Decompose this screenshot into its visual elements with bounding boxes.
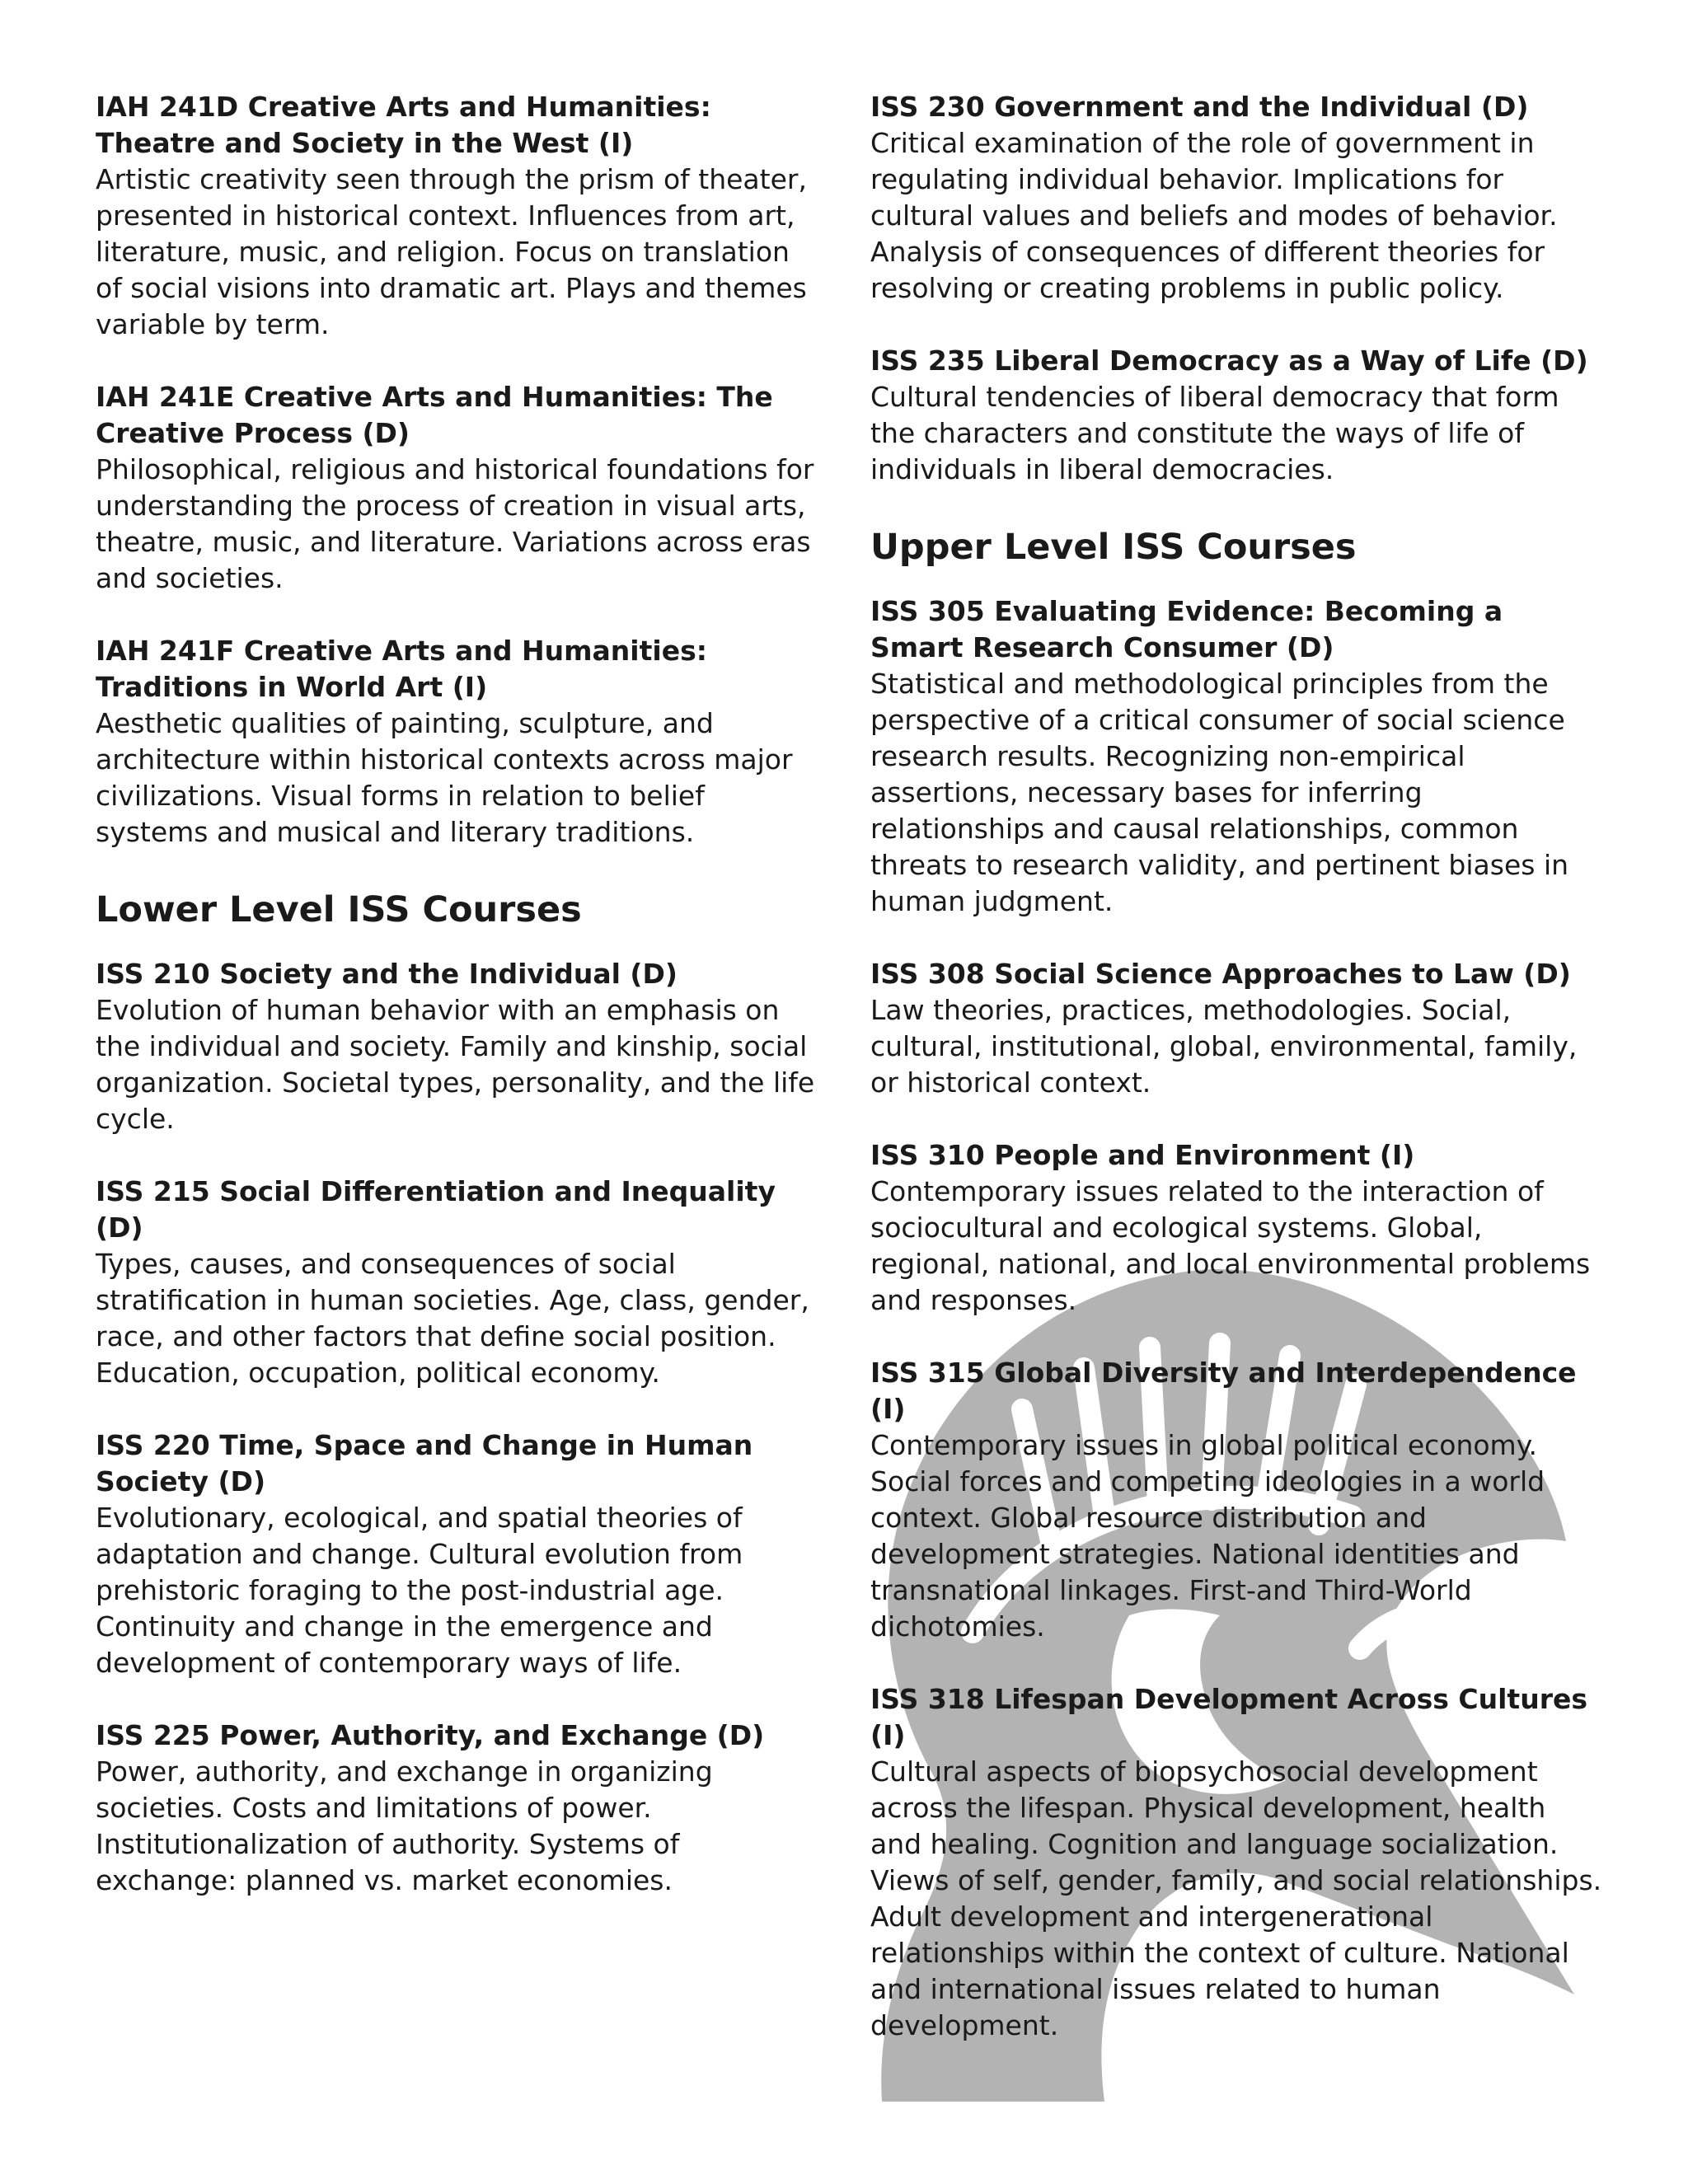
course-description: Artistic creativity seen through the prism of theater, presented in historical context. Influences from art, literature, music, and religion. Focus on translation of social visions into dramatic art. Plays and themes variable by term.: [96, 163, 807, 340]
course-title: IAH 241D Creative Arts and Humanities: Theatre and Society in the West (I): [96, 91, 711, 159]
course-entry: [96, 956, 821, 1137]
right-column: [870, 89, 1604, 2080]
course-entry: [870, 1681, 1604, 2044]
course-title: ISS 235 Liberal Democracy as a Way of Life (D): [870, 344, 1588, 377]
course-description: Aesthetic qualities of painting, sculpture, and architecture within historical contexts across major civilizations. Visual forms in relation to belief systems and musical and literary traditions.: [96, 707, 793, 848]
course-title: ISS 220 Time, Space and Change in Human Society (D): [96, 1429, 753, 1497]
course-title: ISS 318 Lifespan Development Across Cultures (I): [870, 1683, 1587, 1751]
course-entry: [96, 379, 821, 597]
course-description: Evolution of human behavior with an emphasis on the individual and society. Family and kinship, social organization. Societal types, personality, and the life cycle.: [96, 994, 815, 1135]
course-description: Statistical and methodological principles from the perspective of a critical consumer of social science research results. Recognizing non-empirical assertions, necessary bases for inferring relationships and causal relationships, common threats to research validity, and pertinent biases in human judgment.: [870, 668, 1569, 917]
course-title: ISS 315 Global Diversity and Interdependence (I): [870, 1357, 1577, 1425]
course-description: Law theories, practices, methodologies. Social, cultural, institutional, global, environmental, family, or historical context.: [870, 994, 1578, 1099]
course-entry: [96, 1174, 821, 1391]
course-entry: [96, 1427, 821, 1681]
course-entry: [870, 1355, 1604, 1645]
course-title: ISS 215 Social Differentiation and Inequality (D): [96, 1175, 776, 1244]
section-heading-lower-level: Lower Level ISS Courses: [96, 889, 582, 930]
course-description: Cultural tendencies of liberal democracy that form the characters and constitute the ways of life of individuals in liberal democracies.: [870, 381, 1559, 485]
course-entry: [870, 89, 1604, 307]
course-title: IAH 241E Creative Arts and Humanities: The Creative Process (D): [96, 381, 773, 449]
section-heading-upper-level: Upper Level ISS Courses: [870, 527, 1357, 568]
course-entry: [96, 1718, 821, 1899]
course-title: ISS 225 Power, Authority, and Exchange (D): [96, 1719, 765, 1751]
course-description: Types, causes, and consequences of social stratification in human societies. Age, class, gender, race, and other factors that define social position. Education, occupation, political economy.: [96, 1248, 809, 1389]
course-description: Contemporary issues related to the interaction of sociocultural and ecological systems. Global, regional, national, and local environmental problems and responses.: [870, 1175, 1591, 1316]
course-entry: [870, 343, 1604, 488]
course-title: ISS 210 Society and the Individual (D): [96, 958, 678, 990]
course-entry: [870, 1137, 1604, 1319]
left-column: [96, 89, 821, 1935]
course-description: Cultural aspects of biopsychosocial development across the lifespan. Physical development, health and healing. Cognition and language socialization. Views of self, gender, family, and social relationships. Adult development and intergenerational relationships within the context of culture. National and international issues related to human development.: [870, 1755, 1602, 2041]
course-description: Power, authority, and exchange in organizing societies. Costs and limitations of power. Institutionalization of authority. Systems of exchange: planned vs. market economies.: [96, 1755, 713, 1896]
course-title: ISS 305 Evaluating Evidence: Becoming a Smart Research Consumer (D): [870, 595, 1503, 663]
course-title: ISS 308 Social Science Approaches to Law (D): [870, 958, 1571, 990]
course-entry: [870, 956, 1604, 1101]
course-title: ISS 310 People and Environment (I): [870, 1139, 1415, 1171]
course-description: Evolutionary, ecological, and spatial theories of adaptation and change. Cultural evolution from prehistoric foraging to the post-industrial age. Continuity and change in the emergence and development of contemporary ways of life.: [96, 1502, 743, 1679]
course-title: ISS 230 Government and the Individual (D): [870, 91, 1529, 123]
course-description: Critical examination of the role of government in regulating individual behavior. Implications for cultural values and beliefs and modes of behavior. Analysis of consequences of different theories for resolving or creating problems in public policy.: [870, 127, 1558, 304]
course-description: Philosophical, religious and historical foundations for understanding the process of creation in visual arts, theatre, music, and literature. Variations across eras and societies.: [96, 453, 814, 594]
course-entry: [96, 633, 821, 851]
course-entry: [870, 593, 1604, 920]
course-entry: [96, 89, 821, 343]
course-description: Contemporary issues in global political economy. Social forces and competing ideologies in a world context. Global resource distribution and development strategies. National identities and transnational linkages. First-and Third-World dichotomies.: [870, 1429, 1545, 1643]
course-title: IAH 241F Creative Arts and Humanities: Traditions in World Art (I): [96, 635, 707, 703]
